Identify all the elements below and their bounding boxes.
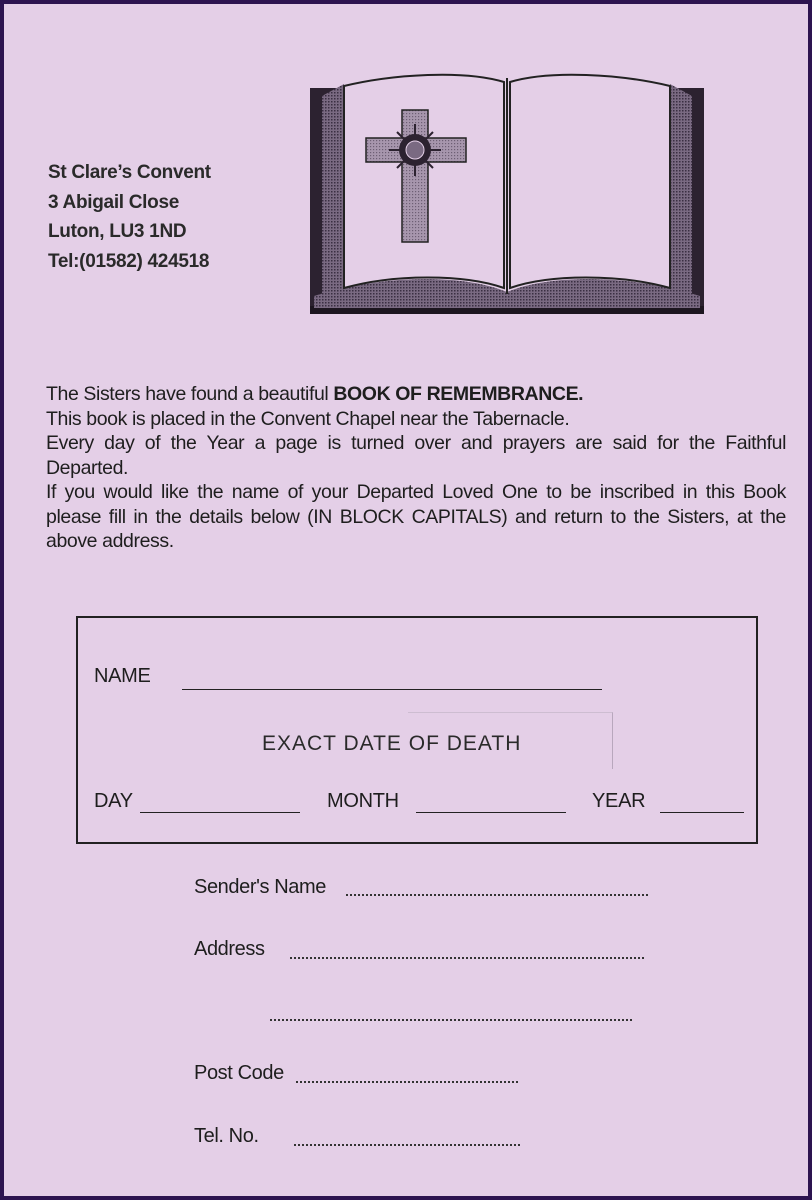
open-book-cross-icon (304, 56, 710, 318)
intro-line-3: Every day of the Year a page is turned over and prayers are said for the Faithful Departed. (46, 432, 786, 479)
deceased-details-box (76, 616, 758, 844)
name-field[interactable] (182, 689, 602, 690)
sender-name-label: Sender's Name (194, 876, 327, 898)
intro-line-2: This book is placed in the Convent Chapel near the Tabernacle. (46, 407, 570, 430)
book-of-remembrance-heading: BOOK OF REMEMBRANCE. (333, 383, 584, 405)
month-field[interactable] (416, 812, 566, 813)
date-of-death-heading: EXACT DATE OF DEATH (262, 732, 522, 755)
address-line-telephone: Tel:(01582) 424518 (48, 250, 210, 272)
address-line-street: 3 Abigail Close (48, 191, 179, 213)
year-label: YEAR (592, 790, 646, 812)
tel-no-label: Tel. No. (194, 1125, 259, 1147)
intro-line-4: If you would like the name of your Departed Loved One to be inscribed in this Book please fill in the details below (IN BLOCK CAPITALS) and return to the Sisters, at the above address. (46, 481, 786, 552)
month-label: MONTH (327, 790, 399, 812)
address-line-name: St Clare’s Convent (48, 162, 211, 183)
sender-address-field-line-2[interactable] (270, 1019, 632, 1021)
name-label: NAME (94, 665, 151, 687)
post-code-label: Post Code (194, 1062, 284, 1084)
sender-address-label: Address (194, 938, 265, 960)
day-label: DAY (94, 790, 133, 812)
sender-name-field[interactable] (346, 894, 648, 896)
post-code-field[interactable] (296, 1081, 518, 1083)
intro-text (46, 382, 786, 554)
day-field[interactable] (140, 812, 300, 813)
convent-address (48, 158, 211, 276)
intro-line-1 (46, 382, 786, 407)
tel-no-field[interactable] (294, 1144, 520, 1146)
intro-lead: The Sisters have found a beautiful (46, 383, 334, 405)
address-line-town: Luton, LU3 1ND (48, 221, 187, 242)
sender-address-field-line-1[interactable] (290, 957, 644, 959)
year-field[interactable] (660, 812, 744, 813)
